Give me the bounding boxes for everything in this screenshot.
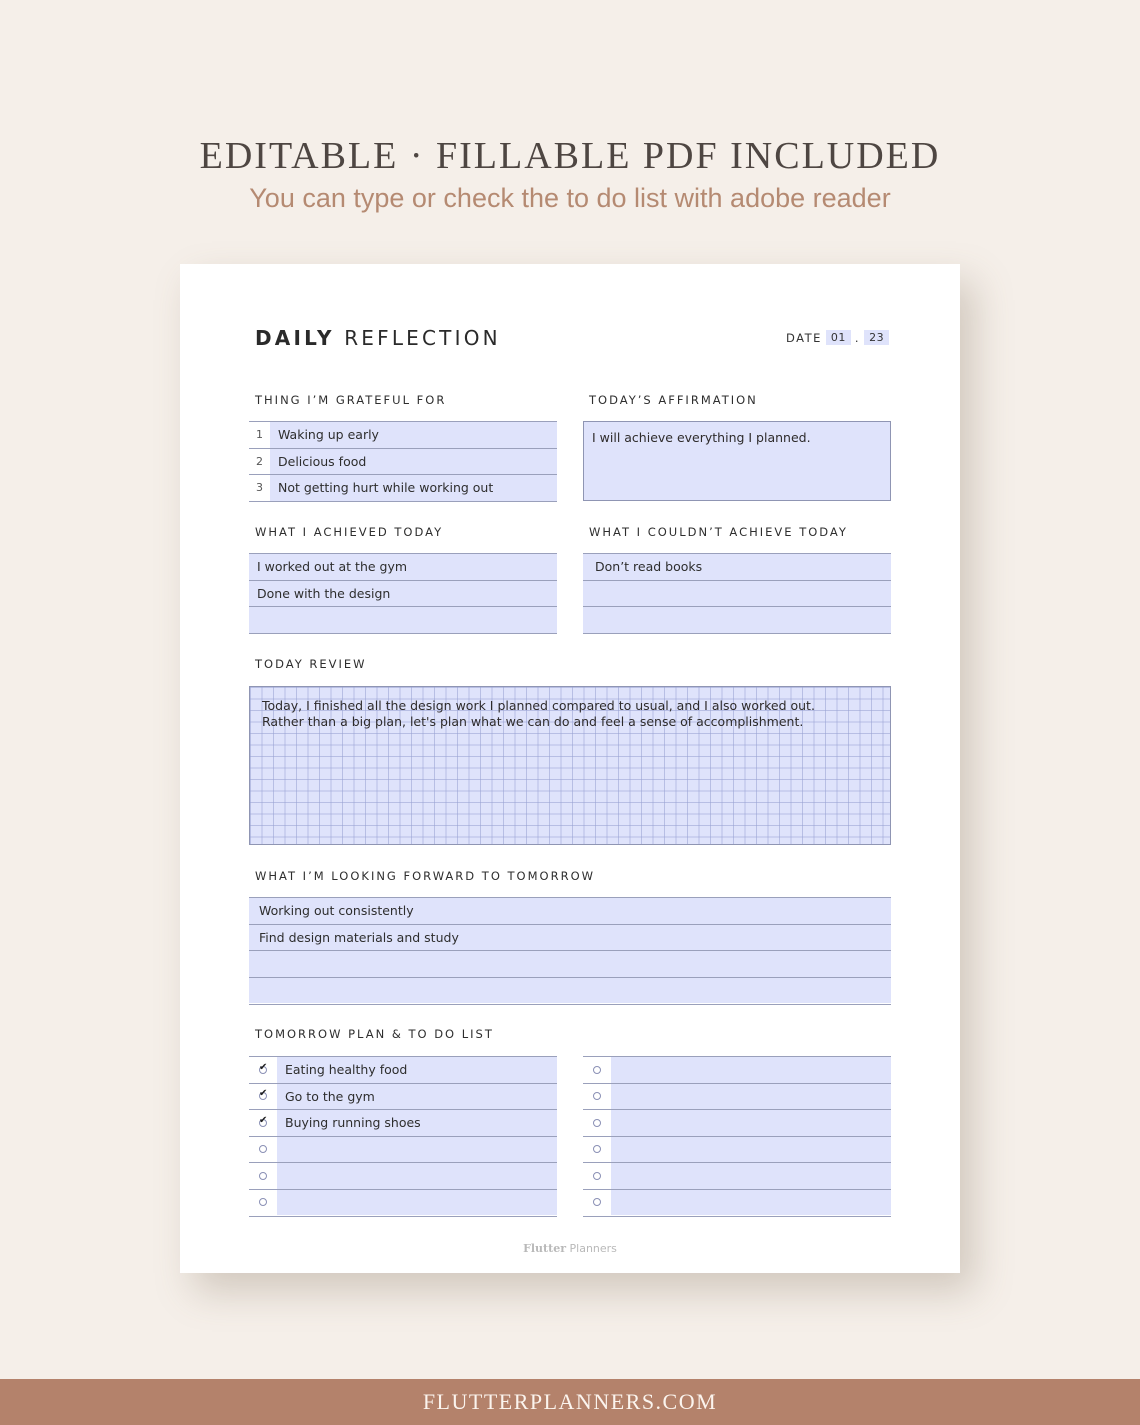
affirmation-input[interactable]: I will achieve everything I planned. <box>583 421 891 501</box>
todo-list-left <box>249 1056 557 1217</box>
grateful-row[interactable] <box>249 474 557 501</box>
todo-row[interactable] <box>583 1109 891 1136</box>
forward-row[interactable] <box>249 977 891 1004</box>
achieved-list <box>249 553 557 634</box>
grateful-text: Not getting hurt while working out <box>278 480 494 496</box>
todo-checkbox[interactable] <box>593 1145 601 1153</box>
review-line: Rather than a big plan, let's plan what we can do and feel a sense of accomplishment. <box>262 714 804 729</box>
sheet-title-light: REFLECTION <box>344 326 501 350</box>
date-day-input[interactable]: 23 <box>864 330 889 345</box>
brand-watermark-light: Planners <box>569 1242 617 1255</box>
review-label: TODAY REVIEW <box>255 657 367 671</box>
todo-row[interactable] <box>583 1136 891 1163</box>
forward-label: WHAT I’M LOOKING FORWARD TO TOMORROW <box>255 869 595 883</box>
not-achieved-label: WHAT I COULDN’T ACHIEVE TODAY <box>589 525 848 539</box>
brand-watermark <box>180 1242 960 1255</box>
grateful-row[interactable] <box>249 421 557 448</box>
todo-checkbox[interactable] <box>593 1066 601 1074</box>
grateful-num: 1 <box>249 422 270 448</box>
review-input[interactable] <box>249 686 891 845</box>
website-url: FLUTTERPLANNERS.COM <box>422 1389 718 1414</box>
todo-row[interactable] <box>249 1136 557 1163</box>
todo-checkbox[interactable] <box>593 1198 601 1206</box>
forward-text: Find design materials and study <box>259 929 459 945</box>
todo-row[interactable] <box>583 1056 891 1083</box>
todo-row[interactable] <box>249 1162 557 1189</box>
date-field-group <box>786 330 889 345</box>
not-achieved-row[interactable] <box>583 553 891 580</box>
achieved-text: Done with the design <box>257 585 391 601</box>
todo-text: Buying running shoes <box>285 1115 421 1131</box>
banner-title: EDITABLE · FILLABLE PDF INCLUDED <box>199 135 941 177</box>
todo-label: TOMORROW PLAN & TO DO LIST <box>255 1027 494 1041</box>
not-achieved-row[interactable] <box>583 606 891 633</box>
todo-text: Go to the gym <box>285 1088 375 1104</box>
grateful-row[interactable] <box>249 448 557 475</box>
website-band <box>0 1379 1140 1425</box>
not-achieved-row[interactable] <box>583 580 891 607</box>
brand-watermark-bold: Flutter <box>523 1242 567 1255</box>
date-month-input[interactable]: 01 <box>826 330 851 345</box>
grateful-label: THING I’M GRATEFUL FOR <box>255 393 447 407</box>
planner-sheet <box>180 264 960 1273</box>
grateful-text: Delicious food <box>278 453 367 469</box>
not-achieved-text: Don’t read books <box>595 559 703 575</box>
achieved-row[interactable] <box>249 553 557 580</box>
forward-text: Working out consistently <box>259 903 414 919</box>
grateful-text: Waking up early <box>278 427 379 443</box>
not-achieved-list <box>583 553 891 634</box>
review-line: Today, I finished all the design work I planned compared to usual, and I also worked out. <box>262 698 815 713</box>
sheet-title-bold: DAILY <box>255 326 335 350</box>
todo-text: Eating healthy food <box>285 1062 408 1078</box>
todo-row[interactable] <box>583 1083 891 1110</box>
achieved-row[interactable] <box>249 580 557 607</box>
grateful-num: 2 <box>249 449 270 475</box>
todo-checkbox[interactable] <box>259 1172 267 1180</box>
achieved-label: WHAT I ACHIEVED TODAY <box>255 525 444 539</box>
todo-checkbox[interactable] <box>593 1092 601 1100</box>
grateful-list <box>249 421 557 502</box>
todo-row[interactable] <box>249 1056 557 1083</box>
forward-list <box>249 897 891 1005</box>
todo-row[interactable] <box>249 1083 557 1110</box>
todo-row[interactable] <box>249 1109 557 1136</box>
grateful-num: 3 <box>249 475 270 501</box>
achieved-row[interactable] <box>249 606 557 633</box>
date-separator: . <box>854 330 861 345</box>
todo-row[interactable] <box>583 1189 891 1216</box>
forward-row[interactable] <box>249 897 891 924</box>
todo-row[interactable] <box>249 1189 557 1216</box>
todo-checkbox[interactable] <box>259 1198 267 1206</box>
todo-checkbox[interactable] <box>259 1066 267 1074</box>
todo-checkbox[interactable] <box>259 1145 267 1153</box>
forward-row[interactable] <box>249 950 891 977</box>
todo-list-right <box>583 1056 891 1217</box>
todo-checkbox[interactable] <box>593 1119 601 1127</box>
todo-checkbox[interactable] <box>259 1119 267 1127</box>
todo-row[interactable] <box>583 1162 891 1189</box>
achieved-text: I worked out at the gym <box>257 559 408 575</box>
date-label: DATE <box>786 330 822 345</box>
affirmation-label: TODAY’S AFFIRMATION <box>589 393 758 407</box>
todo-checkbox[interactable] <box>593 1172 601 1180</box>
sheet-title <box>255 326 501 350</box>
forward-row[interactable] <box>249 924 891 951</box>
banner-subtitle: You can type or check the to do list with adobe reader <box>249 183 891 213</box>
todo-checkbox[interactable] <box>259 1092 267 1100</box>
